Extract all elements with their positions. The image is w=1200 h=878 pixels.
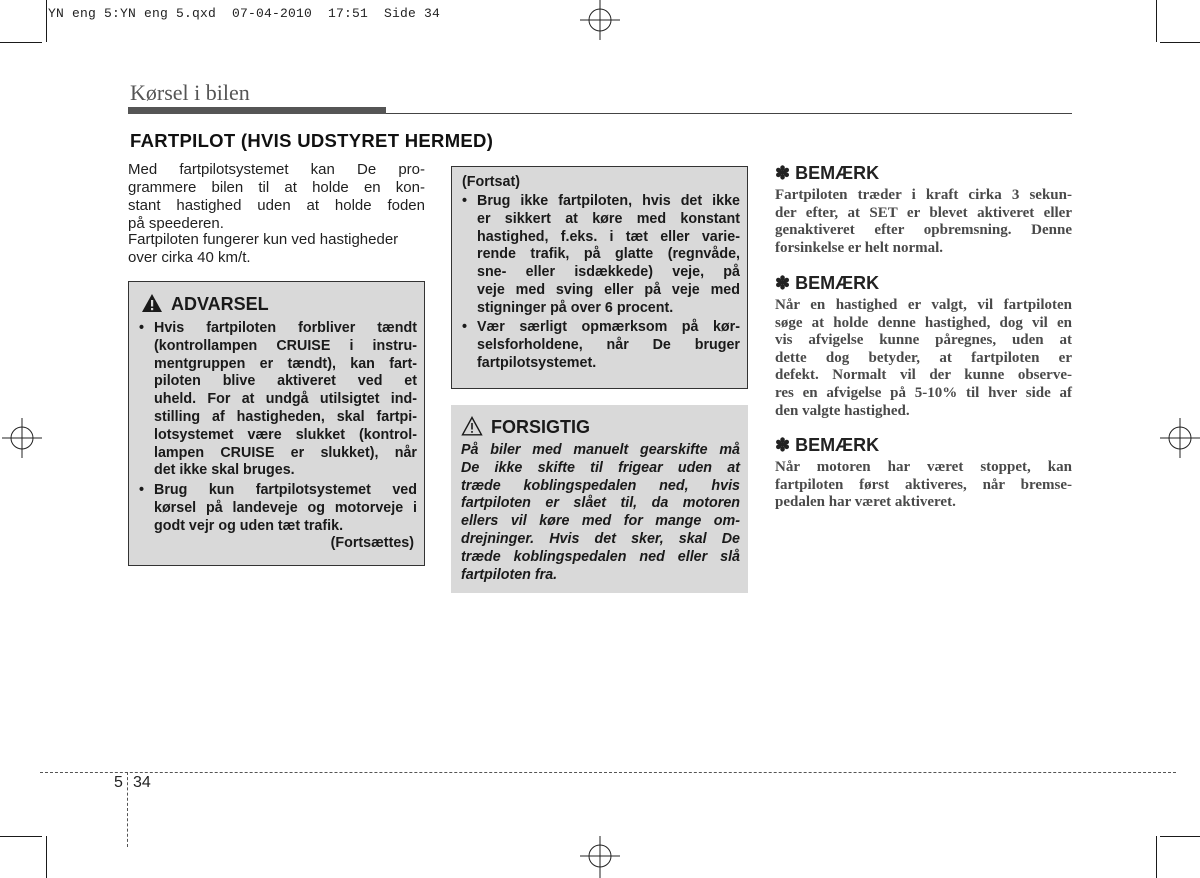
note-heading: ✽ BEMÆRK (775, 273, 880, 293)
registration-mark-icon (1156, 416, 1200, 460)
text-line: der efter, at SET er blevet aktiveret eller (775, 204, 1072, 221)
text-line: Fartpiloten træder i kraft cirka 3 sekun- (775, 187, 1072, 203)
text-line: vis afvigelse kunne påregnes, uden at (775, 332, 1072, 349)
warning-bullet (462, 193, 740, 318)
text-line: træde koblingspedalen ned, hvis (461, 477, 740, 494)
text-line: hastighed, f.eks. i tæt eller varie- (477, 228, 740, 245)
warning-heading: ADVARSEL (171, 294, 269, 314)
text-line: Med fartpilotsystemet kan De pro- (128, 161, 425, 178)
registration-mark-icon (578, 834, 622, 878)
text-line: rende trafik, på glatte (regnvåde, (477, 246, 740, 263)
text-line: lampen CRUISE er slukket), når (154, 444, 417, 461)
note-heading: ✽ BEMÆRK (775, 163, 880, 183)
text-line: stilling af hastigheden, skal fartpi- (154, 408, 417, 425)
text-line: stigninger på over 6 procent. (477, 299, 674, 316)
crop-mark (46, 0, 47, 42)
footer-rule (40, 772, 1176, 773)
section-heading: FARTPILOT (HVIS UDSTYRET HERMED) (130, 130, 494, 151)
note-heading: ✽ BEMÆRK (775, 435, 880, 455)
text-line: fartpiloten fra. (461, 566, 558, 583)
text-line: dette dog betyder, at fartpiloten er (775, 349, 1072, 366)
text-line: søge at holde denne hastighed, dog vil en (775, 314, 1072, 331)
warning-bullet (139, 482, 417, 535)
text-line: stant hastighed uden at holde foden (128, 197, 425, 214)
text-line: Når motoren har været stoppet, kan (775, 459, 1072, 475)
text-line: defekt. Normalt vil der kunne observe- (775, 367, 1072, 384)
text-line: Vær særligt opmærksom på kør- (477, 319, 740, 335)
text-line: Når en hastighed er valgt, vil fartpiloten (775, 297, 1072, 313)
note-block (775, 163, 1072, 257)
continued-label: (Fortsat) (462, 174, 520, 190)
text-line: grammere bilen til at holde en kon- (128, 179, 425, 196)
bullet-dot: • (139, 320, 145, 336)
text-line: fartpiloten først aktiveres, når bremse- (775, 476, 1072, 493)
caution-box (451, 405, 748, 593)
warning-bullet (462, 319, 740, 372)
crop-mark (1160, 836, 1200, 837)
text-line: res en afvigelse på 5-10% til hver side af (775, 384, 1072, 401)
page-number: 34 (133, 774, 151, 791)
chapter-title: Kørsel i bilen (130, 80, 250, 105)
chapter-title-bar (128, 107, 386, 114)
registration-mark-icon (2, 416, 46, 460)
text-line: sne- eller isdækkede) veje, på (477, 264, 740, 281)
text-line: på speederen. (128, 215, 224, 232)
text-line: fartpiloten er slået til, da motoren (461, 495, 740, 512)
warning-bullet (139, 320, 417, 480)
text-line: drejninger. Hvis det sker, skal De (461, 530, 740, 547)
text-line: mentgruppen er tændt), kan fart- (154, 355, 417, 372)
warning-triangle-icon (141, 293, 163, 313)
text-line: træde koblingspedalen ned eller slå (461, 548, 740, 565)
text-line: over cirka 40 km/t. (128, 249, 251, 266)
text-line: lotsystemet være slukket (kontrol- (154, 426, 417, 443)
crop-mark (1156, 0, 1157, 42)
continues-label: (Fortsættes) (330, 535, 414, 551)
crop-mark (1160, 42, 1200, 43)
bullet-dot: • (139, 482, 145, 498)
intro-paragraph (128, 231, 425, 267)
crop-mark (1156, 836, 1157, 878)
text-line: Hvis fartpiloten forbliver tændt (154, 320, 417, 336)
chapter-title-rule (386, 113, 1072, 114)
text-line: uheld. For at undgå utilsigtet ind- (154, 391, 417, 408)
text-line: godt vejr og uden tæt trafik. (154, 517, 344, 534)
crop-mark (0, 42, 42, 43)
registration-mark-icon (578, 0, 622, 44)
text-line: fartpilotsystemet. (477, 354, 597, 371)
chapter-number: 5 (114, 774, 123, 791)
text-line: forsinkelse er helt normal. (775, 239, 944, 256)
text-line: De ikke skifte til frigear uden at (461, 459, 740, 476)
text-line: genaktiveret efter opbremsning. Denne (775, 222, 1072, 239)
text-line: veje med sving eller på veje med (477, 281, 740, 298)
intro-paragraph (128, 161, 425, 233)
text-line: Brug ikke fartpiloten, hvis det ikke (477, 193, 740, 209)
crop-mark (0, 836, 42, 837)
text-line: den valgte hastighed. (775, 402, 910, 419)
print-slug: YN eng 5:YN eng 5.qxd 07-04-2010 17:51 Side 34 (48, 6, 441, 21)
text-line: (kontrollampen CRUISE i instru- (154, 337, 417, 354)
text-line: ellers vil køre med for mange om- (461, 513, 740, 530)
crop-mark (46, 836, 47, 878)
bullet-dot: • (462, 193, 468, 209)
note-block (775, 273, 1072, 420)
warning-box (128, 281, 425, 566)
caution-triangle-icon (461, 416, 483, 436)
footer-separator (127, 772, 128, 847)
caution-text (461, 442, 740, 584)
note-block (775, 435, 1072, 512)
bullet-dot: • (462, 319, 468, 335)
text-line: Brug kun fartpilotsystemet ved (154, 482, 417, 498)
warning-continued-box (451, 166, 748, 389)
caution-heading: FORSIGTIG (491, 417, 590, 437)
text-line: kørsel på landeveje og motorveje i (154, 499, 417, 516)
text-line: På biler med manuelt gearskifte må (461, 442, 740, 458)
text-line: selsforholdene, når De bruger (477, 336, 740, 353)
text-line: Fartpiloten fungerer kun ved hastigheder (128, 231, 399, 248)
text-line: pedalen har været aktiveret. (775, 494, 956, 511)
text-line: det ikke skal bruges. (154, 462, 295, 479)
text-line: piloten blive aktiveret ved et (154, 373, 417, 390)
text-line: er sikkert at køre med konstant (477, 210, 740, 227)
